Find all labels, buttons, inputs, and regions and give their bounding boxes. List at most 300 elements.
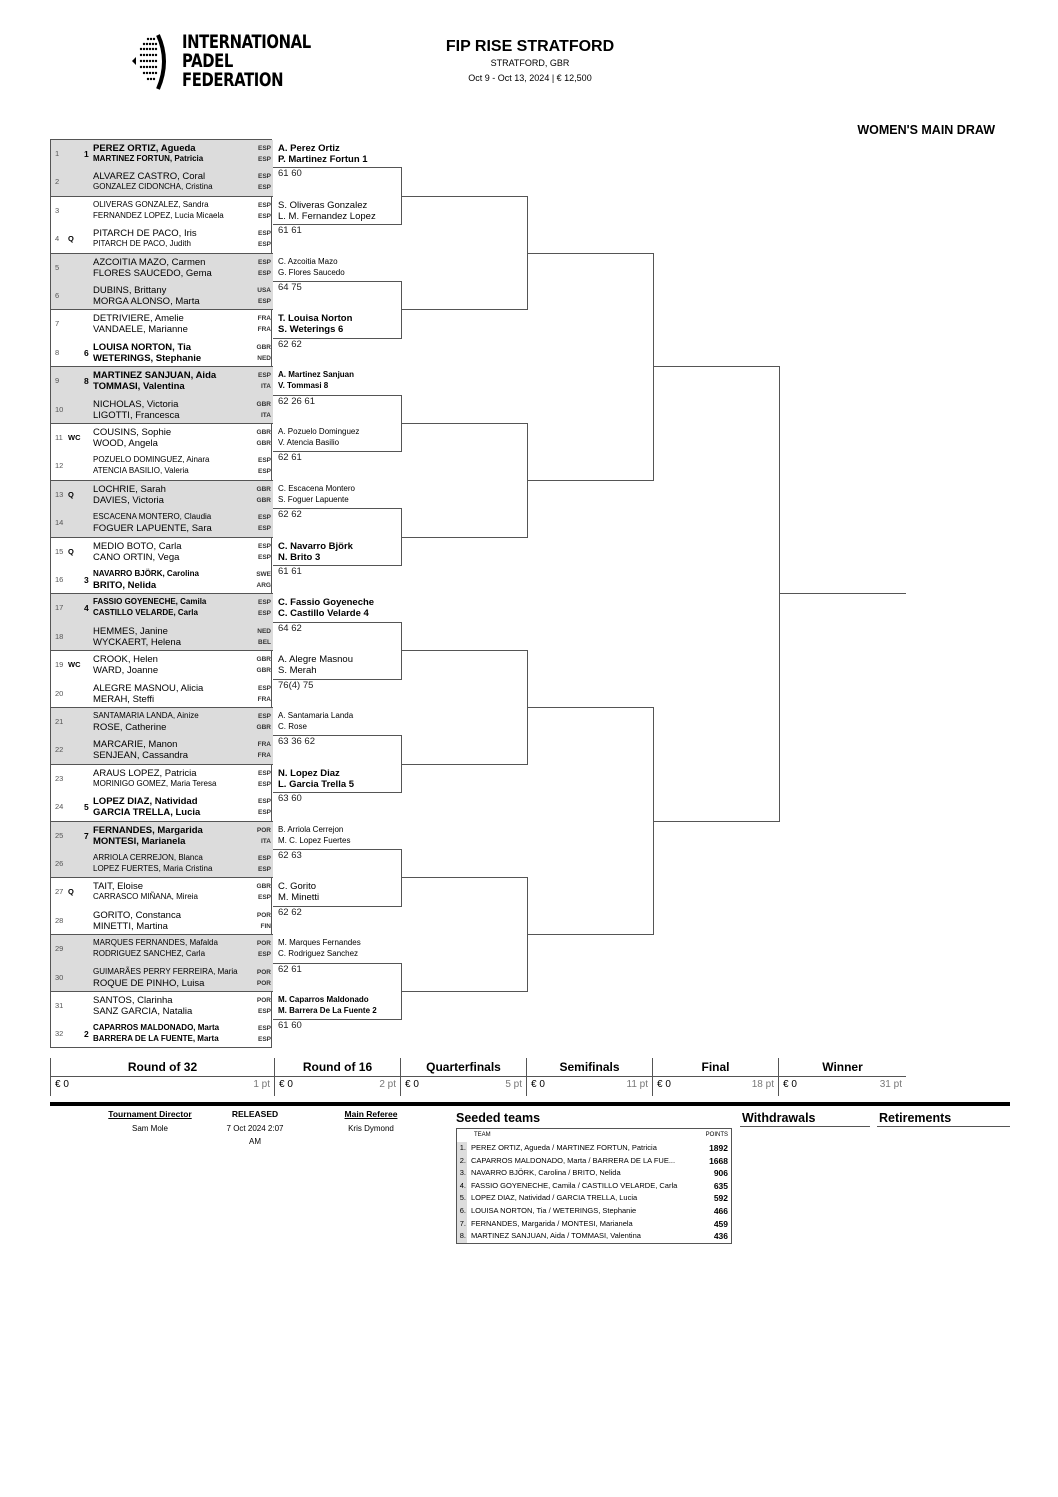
r16-score: 62 62: [278, 509, 302, 521]
entry-number: 25: [55, 830, 64, 840]
seeded-row: [457, 1142, 731, 1155]
bracket-line: [273, 338, 401, 339]
round-column: [400, 1058, 526, 1096]
draw-entry: [51, 594, 271, 622]
round-name: Final: [653, 1060, 778, 1077]
bracket-line: [527, 253, 653, 254]
draw-entry: [51, 310, 271, 338]
draw-entry: [51, 765, 271, 793]
seed-points: 906: [713, 1168, 728, 1179]
round-column: [778, 1058, 906, 1096]
entry-number: 29: [55, 944, 64, 954]
player-country: ESP: [257, 951, 271, 959]
player-name: CAPARROS MALDONADO, Marta: [93, 1023, 220, 1033]
player-name: NICHOLAS, Victoria: [93, 398, 179, 410]
player-name: GONZALEZ CIDONCHA, Cristina: [93, 182, 213, 192]
bracket-line: [273, 395, 401, 396]
seeded-teams-title: Seeded teams: [456, 1111, 541, 1125]
player-country: GBR: [256, 496, 271, 504]
player-name: SANTAMARIA LANDA, Ainize: [93, 711, 199, 720]
entry-number: 5: [55, 262, 60, 272]
seed-team: CAPARROS MALDONADO, Marta / BARRERA DE LA FUE...: [471, 1155, 676, 1165]
player-country: USA: [257, 287, 271, 294]
draw-entry: [51, 878, 271, 906]
draw-title: WOMEN'S MAIN DRAW: [857, 123, 995, 137]
player-name: MEDIO BOTO, Carla: [93, 540, 182, 552]
r16-winner-player: A. Martinez Sanjuan: [278, 370, 355, 380]
seed-team: NAVARRO BJÖRK, Carolina / BRITO, Nelida: [471, 1168, 621, 1178]
draw-entry: [51, 538, 271, 566]
player-country: FRA: [257, 315, 271, 323]
player-country: ESP: [257, 780, 271, 788]
draw-entry: [51, 992, 271, 1020]
r16-score: 62 63: [278, 850, 302, 861]
player-name: CASTILLO VELARDE, Carla: [93, 608, 198, 618]
tournament-title: FIP RISE STRATFORD: [445, 38, 615, 55]
bracket-line: [527, 934, 653, 935]
r16-winner-player: P. Martinez Fortun 1: [278, 154, 368, 165]
player-name: TAIT, Eloise: [93, 881, 143, 893]
player-name: MINETTI, Martina: [93, 920, 168, 932]
draw-entry: [51, 623, 271, 651]
entry-seed: 4: [84, 603, 89, 614]
seed-points: 635: [713, 1180, 728, 1191]
entry-number: 8: [55, 347, 60, 357]
player-name: SANTOS, Clarinha: [93, 995, 173, 1006]
draw-entry: [51, 282, 271, 310]
bracket-line: [527, 650, 528, 765]
entry-seed: 1: [84, 149, 89, 159]
round-column: [652, 1058, 778, 1096]
player-country: GBR: [256, 656, 271, 664]
player-name: ROSE, Catherine: [93, 722, 167, 733]
player-country: ESP: [257, 184, 271, 192]
player-country: ITA: [261, 383, 271, 391]
bracket-line: [779, 366, 780, 821]
player-country: NED: [257, 354, 271, 362]
player-country: ESP: [257, 684, 271, 692]
entry-seed: 8: [84, 376, 89, 387]
player-name: DETRIVIERE, Amelie: [93, 313, 184, 325]
player-country: ESP: [257, 258, 271, 266]
player-name: LOPEZ FUERTES, Maria Cristina: [93, 864, 213, 873]
bracket-line: [273, 679, 401, 680]
r16-winner-player: S. Merah: [278, 665, 317, 677]
player-country: ESP: [257, 798, 271, 806]
player-country: ESP: [257, 769, 271, 777]
released-date: 7 Oct 2024 2:07 AM: [226, 1124, 284, 1146]
draw-entry: [51, 935, 271, 963]
entry-number: 7: [55, 319, 60, 329]
player-country: ESP: [257, 542, 271, 550]
entry-number: 1: [55, 149, 60, 158]
player-name: FERNANDES, Margarida: [93, 824, 203, 836]
seed-rank: 1.: [457, 1142, 467, 1155]
r16-winner-player: C. Gorito: [278, 881, 317, 893]
player-name: PITARCH DE PACO, Judith: [93, 239, 191, 249]
r16-winner-player: N. Brito 3: [278, 551, 321, 563]
seeded-row: [457, 1192, 731, 1205]
player-country: ESP: [257, 145, 271, 152]
r16-winner-player: C. Castillo Velarde 4: [278, 608, 369, 620]
draw-entry: [51, 254, 271, 282]
seeded-row: [457, 1155, 731, 1168]
entry-number: 31: [55, 1001, 64, 1010]
seeded-row: [457, 1218, 731, 1231]
r16-winner-player: A. Perez Ortiz: [278, 143, 340, 154]
seed-rank: 4.: [457, 1180, 467, 1193]
r16-winner-player: C. Fassio Goyeneche: [278, 597, 375, 609]
player-country: FRA: [257, 695, 271, 703]
player-name: SANZ GARCIA, Natalia: [93, 1006, 193, 1017]
r16-winner-player: M. Barrera De La Fuente 2: [278, 1006, 377, 1015]
seed-rank: 8.: [457, 1230, 467, 1243]
bracket-line: [401, 537, 527, 538]
r16-score: 76(4) 75: [278, 679, 314, 691]
player-name: TOMMASI, Valentina: [93, 381, 185, 393]
logo-line-2: PADEL: [182, 50, 233, 72]
seeded-header: [457, 1129, 731, 1142]
player-country: ESP: [257, 212, 271, 220]
bracket-line: [653, 821, 779, 822]
entry-number: 14: [55, 518, 64, 528]
player-name: LOUISA NORTON, Tia: [93, 341, 192, 353]
entry-seed: 6: [84, 347, 89, 358]
divider-bar: [50, 1102, 1010, 1106]
round-points: 1 pt: [253, 1079, 270, 1090]
seed-rank: 3.: [457, 1167, 467, 1180]
bracket-line: [273, 963, 401, 964]
player-country: ESP: [257, 809, 271, 817]
player-country: ESP: [257, 866, 271, 873]
player-name: NAVARRO BJÖRK, Carolina: [93, 569, 199, 578]
draw-entry: [51, 651, 271, 679]
player-name: WYCKAERT, Helena: [93, 636, 181, 648]
withdrawals-heading: Withdrawals: [740, 1111, 870, 1127]
player-name: GARCIA TRELLA, Lucia: [93, 807, 201, 819]
r16-score: 61 60: [278, 168, 302, 180]
seed-team: MARTINEZ SANJUAN, Aida / TOMMASI, Valentina: [471, 1231, 641, 1241]
entry-tag: WC: [68, 433, 81, 442]
round-prize-money: € 0: [657, 1079, 671, 1090]
bracket-line: [401, 167, 402, 225]
draw-entry: [51, 367, 271, 395]
player-name: MARCARIE, Manon: [93, 739, 178, 751]
draw-entry: [51, 708, 271, 736]
round-prize-money: € 0: [783, 1079, 797, 1090]
seeded-row: [457, 1230, 731, 1243]
round-points: 5 pt: [505, 1079, 522, 1090]
player-name: LIGOTTI, Francesca: [93, 409, 180, 421]
r16-score: 61 61: [278, 225, 302, 237]
draw-entry: [51, 424, 271, 452]
player-name: WOOD, Angela: [93, 438, 158, 449]
entry-number: 23: [55, 773, 64, 783]
round-name: Round of 32: [51, 1060, 274, 1077]
player-name: MARQUES FERNANDES, Mafalda: [93, 938, 218, 948]
entry-seed: 3: [84, 575, 89, 585]
entry-number: 24: [55, 802, 64, 812]
draw-entry: [51, 850, 271, 878]
entry-number: 11: [55, 433, 63, 442]
player-country: ESP: [257, 468, 271, 476]
bracket-line: [401, 423, 527, 424]
bracket-line: [653, 366, 779, 367]
entry-number: 32: [55, 1029, 64, 1039]
r16-score: 62 26 61: [278, 395, 315, 407]
seed-team: LOPEZ DIAZ, Natividad / GARCIA TRELLA, Lucia: [471, 1193, 638, 1203]
r16-winner-player: A. Pozuelo Dominguez: [278, 427, 360, 436]
round-prize-money: € 0: [531, 1079, 545, 1090]
bracket-line: [273, 451, 401, 452]
player-country: GBR: [256, 429, 271, 436]
player-country: ESP: [257, 201, 271, 209]
bracket-line: [273, 849, 401, 850]
bracket-line: [401, 281, 402, 339]
player-name: RODRIGUEZ SANCHEZ, Carla: [93, 949, 206, 959]
round-points: 31 pt: [879, 1079, 902, 1090]
player-name: ARRIOLA CERREJON, Blanca: [93, 853, 203, 862]
bracket-line: [401, 508, 402, 566]
player-country: GBR: [256, 343, 271, 351]
bracket-line: [653, 253, 654, 481]
player-country: GBR: [256, 883, 271, 891]
r16-winner-player: T. Louisa Norton: [278, 313, 353, 325]
player-name: CARRASCO MIÑANA, Mireia: [93, 892, 198, 902]
r16-score: 62 62: [278, 906, 302, 918]
r16-winner-player: S. Foguer Lapuente: [278, 494, 349, 504]
entry-number: 22: [55, 745, 64, 755]
entry-seed: 5: [84, 802, 89, 813]
r16-winner-player: M. Caparros Maldonado: [278, 995, 369, 1004]
entry-number: 20: [55, 688, 64, 698]
bracket-line: [401, 764, 527, 765]
player-country: FIN: [260, 922, 271, 930]
seeded-row: [457, 1180, 731, 1193]
r16-winner-player: G. Flores Saucedo: [278, 267, 345, 277]
tournament-director: [90, 1109, 210, 1135]
seed-team: FERNANDES, Margarida / MONTESI, Marianela: [471, 1218, 633, 1228]
player-name: GORITO, Constanca: [93, 909, 181, 921]
player-country: BEL: [258, 638, 271, 646]
player-name: SENJEAN, Cassandra: [93, 750, 189, 762]
entry-number: 27: [55, 887, 64, 897]
round-prize-money: € 0: [55, 1079, 69, 1090]
bracket-line: [653, 707, 654, 935]
round-prize-money: € 0: [279, 1079, 293, 1090]
player-country: ESP: [257, 457, 271, 465]
bracket-line: [273, 224, 401, 225]
r16-winner-player: L. Garcia Trella 5: [278, 778, 355, 790]
player-name: OLIVERAS GONZALEZ, Sandra: [93, 199, 209, 209]
player-name: MERAH, Steffi: [93, 693, 155, 705]
player-name: MORINIGO GOMEZ, Maria Teresa: [93, 778, 217, 788]
seed-points: 466: [713, 1205, 728, 1216]
retirements-heading: Retirements: [877, 1111, 1010, 1127]
director-label: Tournament Director: [108, 1109, 192, 1119]
bracket-line: [273, 735, 401, 736]
bracket-line: [401, 196, 527, 197]
entry-number: 18: [55, 631, 64, 641]
player-country: ESP: [257, 894, 271, 902]
round-column: [526, 1058, 652, 1096]
r16-winner-player: M. Minetti: [278, 892, 320, 904]
bracket-line: [273, 906, 401, 907]
player-country: ESP: [257, 173, 271, 181]
draw-entry: [51, 481, 271, 509]
round-column: [274, 1058, 400, 1096]
entry-tag: Q: [68, 546, 74, 556]
main-referee: [311, 1109, 431, 1135]
bracket-line: [273, 622, 401, 623]
r16-score: 63 36 62: [278, 736, 315, 748]
player-country: ESP: [257, 855, 271, 862]
player-country: ESP: [257, 525, 271, 533]
entry-number: 12: [55, 461, 64, 471]
round-points: 2 pt: [379, 1079, 396, 1090]
player-country: FRA: [257, 741, 271, 749]
released-info: [200, 1109, 310, 1148]
player-country: POR: [256, 940, 271, 948]
r16-score: 64 75: [278, 282, 302, 293]
draw-entry: [51, 907, 271, 935]
seed-points: 459: [713, 1218, 728, 1229]
tournament-location: STRATFORD, GBR: [490, 58, 570, 68]
draw-entry: [51, 822, 271, 850]
bracket-line: [527, 423, 528, 538]
player-country: FRA: [257, 326, 271, 334]
entry-number: 30: [55, 972, 64, 982]
draw-entry: [51, 509, 271, 537]
round-prize-money: € 0: [405, 1079, 419, 1090]
entry-number: 19: [55, 660, 64, 670]
entry-number: 13: [55, 489, 64, 499]
player-name: CROOK, Helen: [93, 654, 158, 666]
player-country: ARG: [256, 582, 271, 589]
r16-score: 61 61: [278, 566, 302, 577]
player-name: CANO ORTIN, Vega: [93, 551, 180, 563]
bracket-line: [273, 565, 401, 566]
player-country: GBR: [256, 440, 271, 447]
player-name: VANDAELE, Marianne: [93, 324, 188, 336]
entry-number: 26: [55, 859, 64, 868]
bracket-line: [273, 1019, 401, 1020]
player-country: ESP: [257, 241, 271, 249]
seeded-row: [457, 1167, 731, 1180]
player-country: ESP: [257, 610, 271, 618]
released-label: RELEASED: [231, 1109, 279, 1119]
bracket-line: [273, 281, 401, 282]
draw-entry: [51, 566, 271, 594]
fip-logo-text: [182, 33, 311, 90]
entry-number: 6: [55, 291, 60, 300]
draw-entry: [51, 396, 271, 424]
round-name: Semifinals: [527, 1060, 652, 1077]
entry-number: 15: [55, 546, 64, 556]
draw-entry: [51, 197, 271, 225]
player-country: GBR: [256, 724, 271, 731]
r16-winner-player: V. Tommasi 8: [278, 381, 329, 391]
seed-points: 1892: [709, 1143, 728, 1153]
entry-number: 3: [55, 205, 60, 215]
player-name: LOPEZ DIAZ, Natividad: [93, 796, 198, 808]
player-country: ESP: [257, 514, 271, 522]
entry-number: 2: [55, 177, 60, 187]
player-country: GBR: [256, 400, 271, 408]
r16-winner-player: C. Navarro Björk: [278, 540, 353, 552]
winner-line: [779, 593, 906, 594]
player-name: DUBINS, Brittany: [93, 285, 167, 296]
logo-line-3: FEDERATION: [182, 69, 284, 91]
draw-entry: [51, 140, 271, 168]
draw-entry: [51, 964, 271, 992]
r16-score: 62 62: [278, 338, 302, 350]
r16-winner-player: M. Marques Fernandes: [278, 938, 361, 948]
draw-entry: [51, 339, 271, 367]
r16-winner-player: C. Azcoitia Mazo: [278, 256, 338, 266]
bracket-line: [401, 309, 527, 310]
seed-points: 1668: [709, 1155, 728, 1166]
player-name: MONTESI, Marianela: [93, 835, 186, 847]
player-name: HEMMES, Janine: [93, 625, 168, 637]
player-country: POR: [256, 997, 271, 1004]
player-country: ESP: [257, 1036, 271, 1044]
player-country: ESP: [257, 713, 271, 720]
bracket-line: [273, 167, 401, 168]
bracket-line: [401, 877, 527, 878]
player-country: POR: [256, 826, 271, 834]
player-name: FOGUER LAPUENTE, Sara: [93, 523, 212, 535]
player-name: FLORES SAUCEDO, Gema: [93, 267, 212, 279]
player-name: ARAUS LOPEZ, Patricia: [93, 767, 197, 779]
player-name: COUSINS, Sophie: [93, 427, 172, 438]
entry-number: 10: [55, 404, 64, 414]
player-country: ESP: [257, 599, 271, 607]
entry-number: 17: [55, 603, 64, 613]
logo-line-1: INTERNATIONAL: [182, 31, 311, 53]
bracket-line: [527, 196, 528, 311]
player-name: FERNANDEZ LOPEZ, Lucia Micaela: [93, 210, 224, 220]
player-country: ESP: [257, 230, 271, 238]
player-name: MARTINEZ FORTUN, Patricia: [93, 154, 204, 163]
player-name: ROQUE DE PINHO, Luisa: [93, 977, 205, 989]
r16-score: 61 60: [278, 1020, 302, 1032]
seed-team: FASSIO GOYENECHE, Camila / CASTILLO VELARDE, Carla: [471, 1180, 678, 1190]
player-name: MARTINEZ SANJUAN, Aida: [93, 370, 217, 382]
round-column: [50, 1058, 274, 1096]
draw-entry: [51, 225, 271, 253]
draw-entry: [51, 736, 271, 764]
r16-winner-player: N. Lopez Diaz: [278, 767, 340, 779]
r16-score: 62 61: [278, 963, 302, 975]
player-country: ESP: [257, 372, 271, 380]
entry-tag: WC: [68, 660, 81, 670]
entry-number: 4: [55, 234, 60, 244]
seed-rank: 7.: [457, 1218, 467, 1231]
seed-rank: 2.: [457, 1155, 467, 1168]
entry-seed: 2: [84, 1029, 89, 1040]
bracket-line: [401, 395, 402, 453]
seeded-teams-table: [456, 1128, 732, 1244]
player-country: ESP: [257, 269, 271, 277]
bracket-line: [401, 991, 527, 992]
player-name: PEREZ ORTIZ, Agueda: [93, 143, 196, 154]
round-name: Round of 16: [275, 1060, 400, 1077]
player-name: PITARCH DE PACO, Iris: [93, 228, 197, 240]
player-country: GBR: [256, 667, 271, 675]
r16-winner-player: S. Oliveras Gonzalez: [278, 199, 368, 211]
bracket-line: [401, 622, 402, 680]
